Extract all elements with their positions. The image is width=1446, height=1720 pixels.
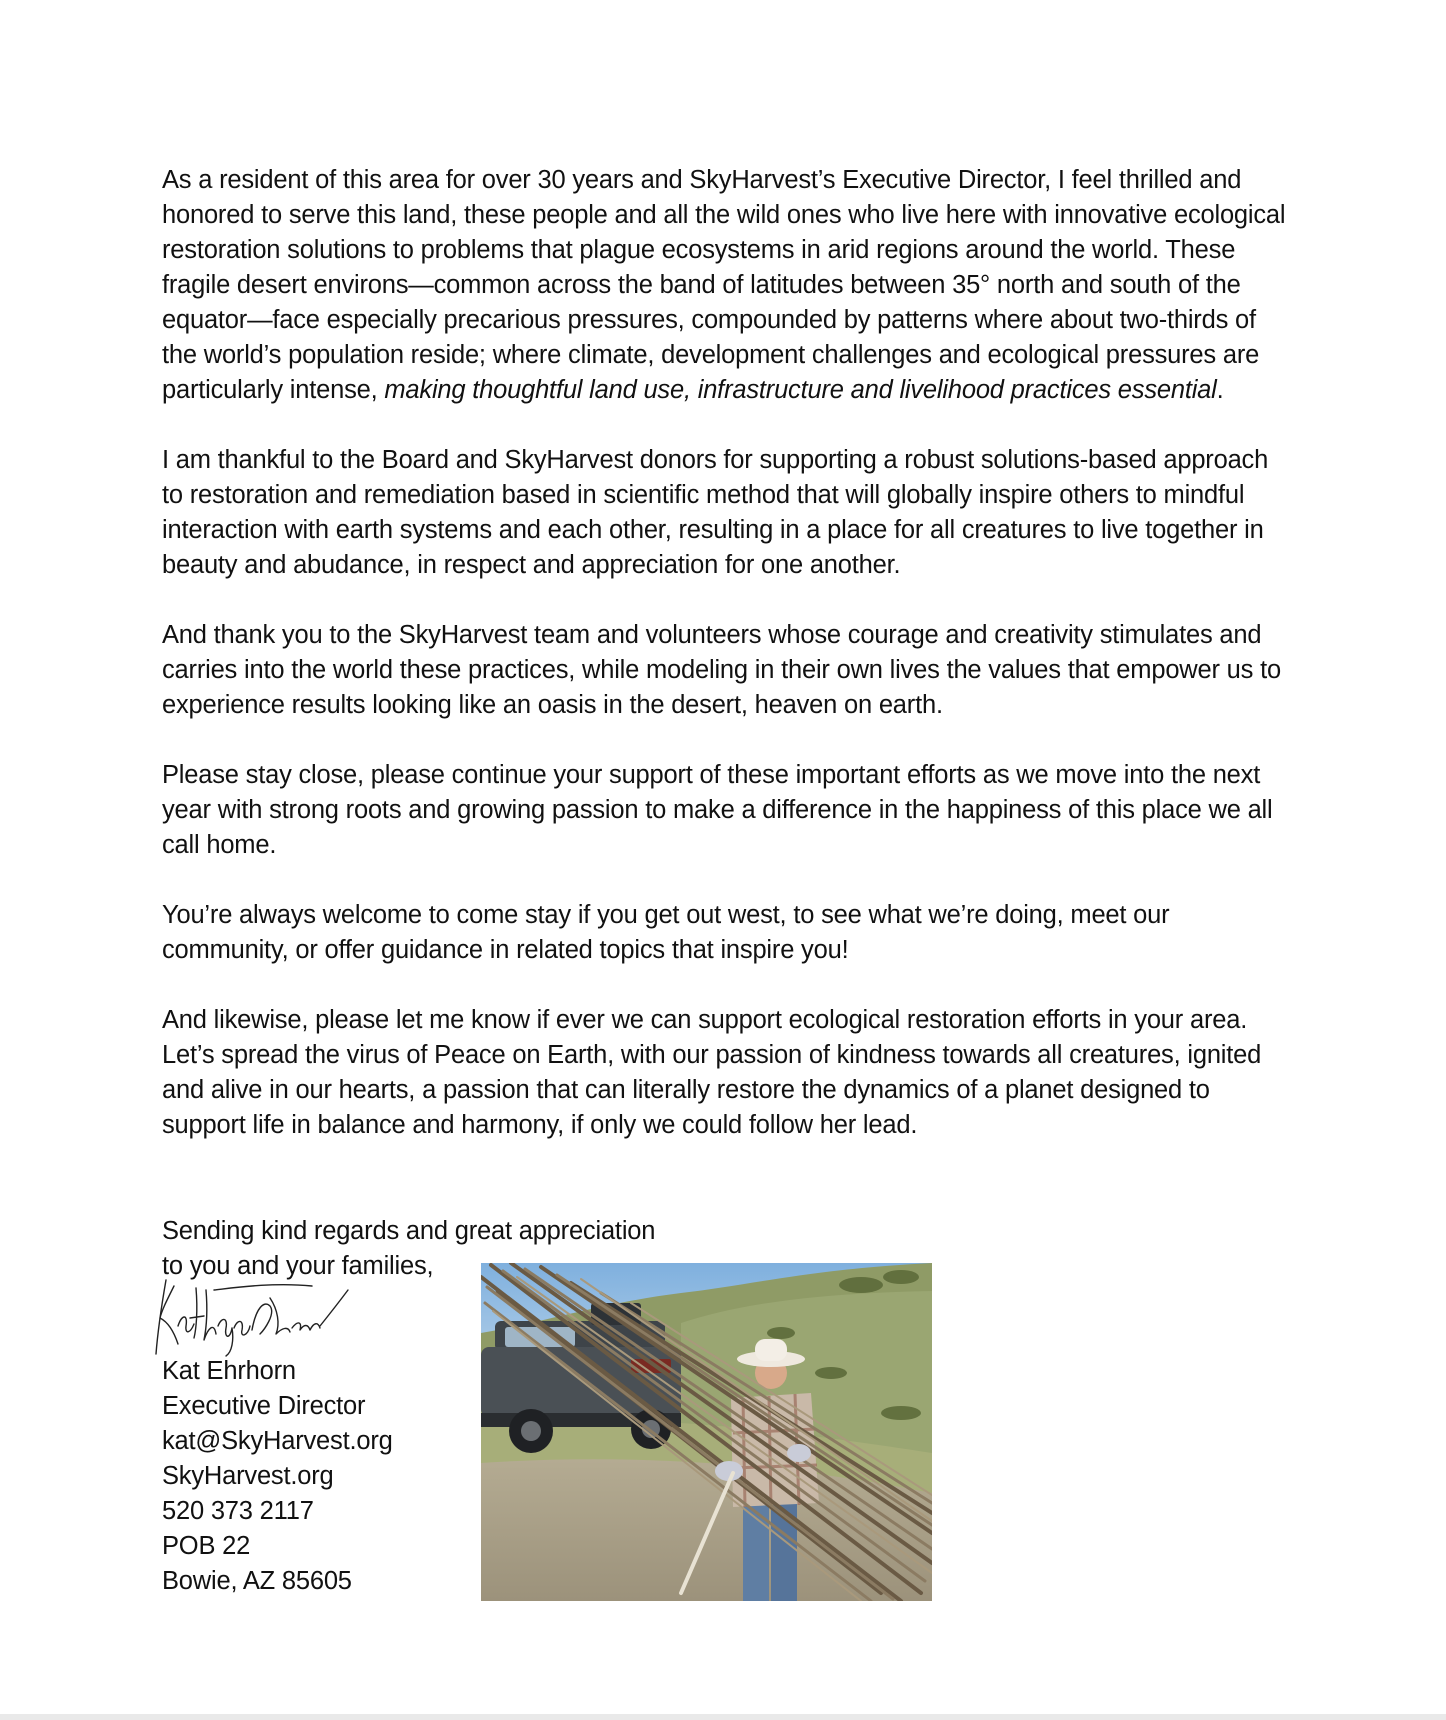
handwritten-signature-icon xyxy=(152,1268,352,1358)
paragraph-2: I am thankful to the Board and SkyHarvest donors for supporting a robust solutions-based approach to restoration and remediation based in scientific method that will globally inspire others to mindful interaction with earth systems and each other, resulting in a place for all creatures to live together in beauty and abudance, in respect and appreciation for one another. xyxy=(162,446,1269,579)
sender-title: Executive Director xyxy=(162,1392,366,1420)
paragraph-1-emphasis: making thoughtful land use, infrastructure and livelihood practices essential xyxy=(384,376,1217,404)
sender-name: Kat Ehrhorn xyxy=(162,1357,296,1385)
paragraph-1-tail: . xyxy=(1216,376,1224,404)
paragraph-1-text: As a resident of this area for over 30 years and SkyHarvest’s Executive Director, I feel thrilled and honored to serve this land, these people and all the wild ones who live here with innovative ecological restoration solutions to problems that plague ecosystems in arid regions around the world. These fragile desert environs—common across the band of latitudes between 35° north and south of the equator—face especially precarious pressures, compounded by patterns where about two-thirds of the world’s population reside; where climate, development challenges and ecological pressures are particularly intense, xyxy=(162,166,1286,404)
sender-email[interactable]: kat@SkyHarvest.org xyxy=(162,1427,393,1455)
photo-person-carrying-branches-icon xyxy=(481,1263,932,1601)
closing-line-2: to you and your families, xyxy=(162,1252,434,1280)
paragraph-6: And likewise, please let me know if ever we can support ecological restoration efforts in your area. Let’s spread the virus of Peace on Earth, with our passion of kindness towards all creatures, ignited and alive in our hearts, a passion that can literally restore the dynamics of a planet designed to support life in balance and harmony, if only we could follow her lead. xyxy=(162,1006,1262,1139)
sender-city: Bowie, AZ 85605 xyxy=(162,1567,352,1595)
paragraph-3: And thank you to the SkyHarvest team and volunteers whose courage and creativity stimulates and carries into the world these practices, while modeling in their own lives the values that empower us to experience results looking like an oasis in the desert, heaven on earth. xyxy=(162,621,1281,719)
letter-body xyxy=(162,163,1292,1143)
sender-po-box: POB 22 xyxy=(162,1532,251,1560)
paragraph-4: Please stay close, please continue your support of these important efforts as we move into the next year with strong roots and growing passion to make a difference in the happiness of this place we all call home. xyxy=(162,761,1273,859)
sender-website[interactable]: SkyHarvest.org xyxy=(162,1462,334,1490)
sender-contact-block xyxy=(162,1354,462,1599)
closing-line-1: Sending kind regards and great appreciation xyxy=(162,1217,656,1245)
paragraph-5: You’re always welcome to come stay if you get out west, to see what we’re doing, meet our community, or offer guidance in related topics that inspire you! xyxy=(162,901,1170,964)
sender-phone: 520 373 2117 xyxy=(162,1497,314,1525)
page-bottom-edge xyxy=(0,1714,1446,1720)
paragraph-1 xyxy=(162,163,1292,408)
